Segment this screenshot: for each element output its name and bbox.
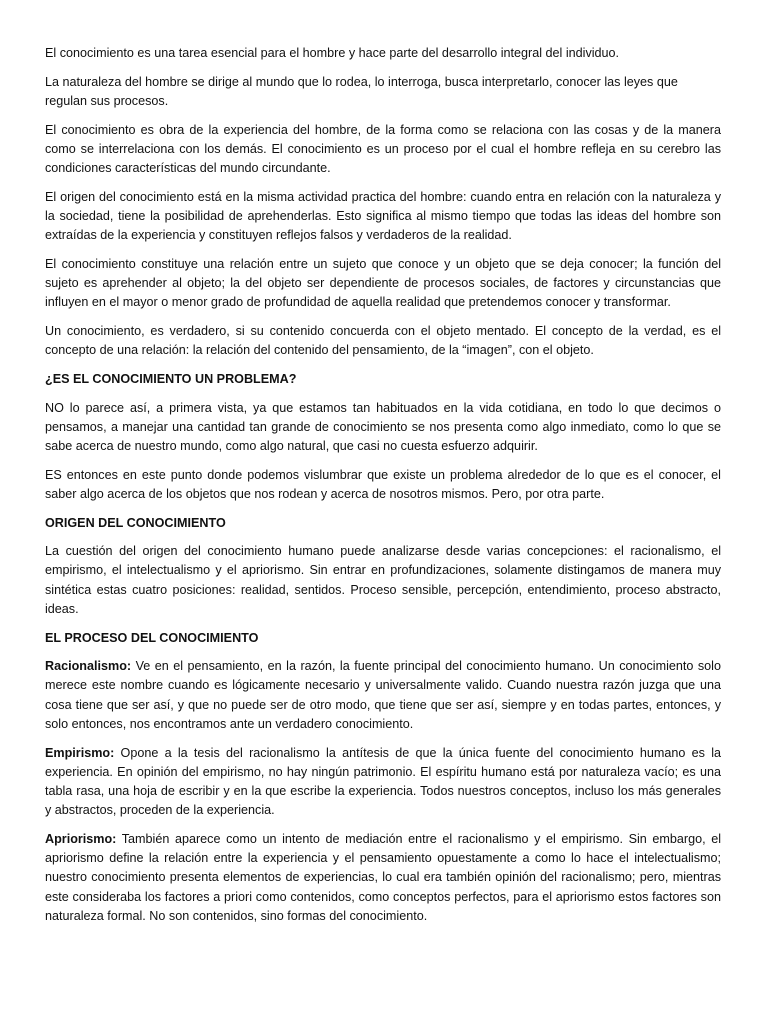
paragraph-origin: La cuestión del origen del conocimiento humano puede analizarse desde varias concepciones: el racionalismo, el empirismo, el intelectualismo y el apriorismo. Sin entrar en profundizaciones, solamente distingamos de manera muy sintética estas cuatro posiciones: realidad, sentidos. Proceso sensible, percepción, entendimiento, proceso abstracto, ideas. <box>45 544 721 616</box>
paragraph-empirismo <box>45 744 721 821</box>
paragraph-intro: El conocimiento es una tarea esencial para el hombre y hace parte del desarrollo integral del individuo. <box>45 46 620 60</box>
heading-process: EL PROCESO DEL CONOCIMIENTO <box>45 630 259 645</box>
paragraph-origin-practice: El origen del conocimiento está en la misma actividad practica del hombre: cuando entra en relación con la naturaleza y la sociedad, tiene la posibilidad de aprehenderlas. Esto significa al mismo tiempo que todas las ideas del hombre son extraídas de la experiencia y constituyen reflejos falsos y verdaderos de la realidad. <box>45 189 721 243</box>
paragraph-problem-1: NO lo parece así, a primera vista, ya que estamos tan habituados en la vida cotidiana, en todo lo que decimos o pensamos, a manejar una cantidad tan grande de conocimiento se nos presenta como algo inmediato, como lo que se sabe acerca de nuestro mundo, como algo natural, que casi no cuesta esfuerzo adquirir. <box>45 400 721 453</box>
term-empirismo: Empirismo: <box>45 745 115 760</box>
paragraph-subject-object: El conocimiento constituye una relación entre un sujeto que conoce y un objeto que se deja conocer; la función del sujeto es aprehender al objeto; la del objeto ser dependiente de procesos sociales, de factores y circunstancias que influyen en el mayor o menor grado de profundidad de aquella realidad que pretendemos conocer y transformar. <box>45 256 721 310</box>
term-racionalismo: Racionalismo: <box>45 659 132 674</box>
document-page <box>45 44 721 935</box>
term-apriorismo: Apriorismo: <box>45 831 117 846</box>
text-racionalismo: Ve en el pensamiento, en la razón, la fuente principal del conocimiento humano. Un conocimiento solo merece este nombre cuando es lógicamente necesario y universalmente valido. Cuando nuestra razón juzga que una cosa tiene que ser así, y que no puede ser de otro modo, que tiene que ser así, siempre y en todas partes, entonces, y solo entonces, nos encontramos ante un verdadero conocimiento. <box>45 659 721 731</box>
text-empirismo: Opone a la tesis del racionalismo la antítesis de que la única fuente del conocimiento humano es la experiencia. En opinión del empirismo, no hay ningún patrimonio. El espíritu humano está por naturaleza vacío; es una tabla rasa, una hoja de escribir y en la que escribe la experiencia. Todos nuestros conceptos, incluso los más generales y abstractos, proceden de la experiencia. <box>45 745 721 818</box>
paragraph-problem-2: ES entonces en este punto donde podemos vislumbrar que existe un problema alrededor de lo que es el conocer, el saber algo acerca de los objetos que nos rodean y acerca de nosotros mismos. Pero, por otra parte. <box>45 467 721 501</box>
heading-origin: ORIGEN DEL CONOCIMIENTO <box>45 515 226 530</box>
paragraph-truth: Un conocimiento, es verdadero, si su contenido concuerda con el objeto mentado. El concepto de la verdad, es el concepto de una relación: la relación del contenido del pensamiento, de la “imagen”, con el objeto. <box>45 323 721 358</box>
paragraph-nature: La naturaleza del hombre se dirige al mundo que lo rodea, lo interroga, busca interpretarlo, conocer las leyes que regulan sus procesos. <box>45 74 678 108</box>
text-apriorismo: También aparece como un intento de mediación entre el racionalismo y el empirismo. Sin embargo, el apriorismo define la relación entre la experiencia y el pensamiento opuestamente a como lo hace el intelectualismo; nuestro conocimiento presenta elementos de experiencias, lo cual era también opinión del racionalismo; pero, mientras este consideraba los factores a priori como contenidos, como conceptos perfectos, para el apriorismo estos factores son naturaleza formal. No son contenidos, sino formas del conocimiento. <box>45 831 721 923</box>
paragraph-experience: El conocimiento es obra de la experiencia del hombre, de la forma como se relaciona con las cosas y de la manera como se interrelaciona con los demás. El conocimiento es un proceso por el cual el hombre refleja en su cerebro las condiciones características del mundo circundante. <box>45 122 721 176</box>
paragraph-apriorismo <box>45 830 721 926</box>
paragraph-racionalismo <box>45 657 721 734</box>
heading-problem: ¿ES EL CONOCIMIENTO UN PROBLEMA? <box>45 371 297 386</box>
